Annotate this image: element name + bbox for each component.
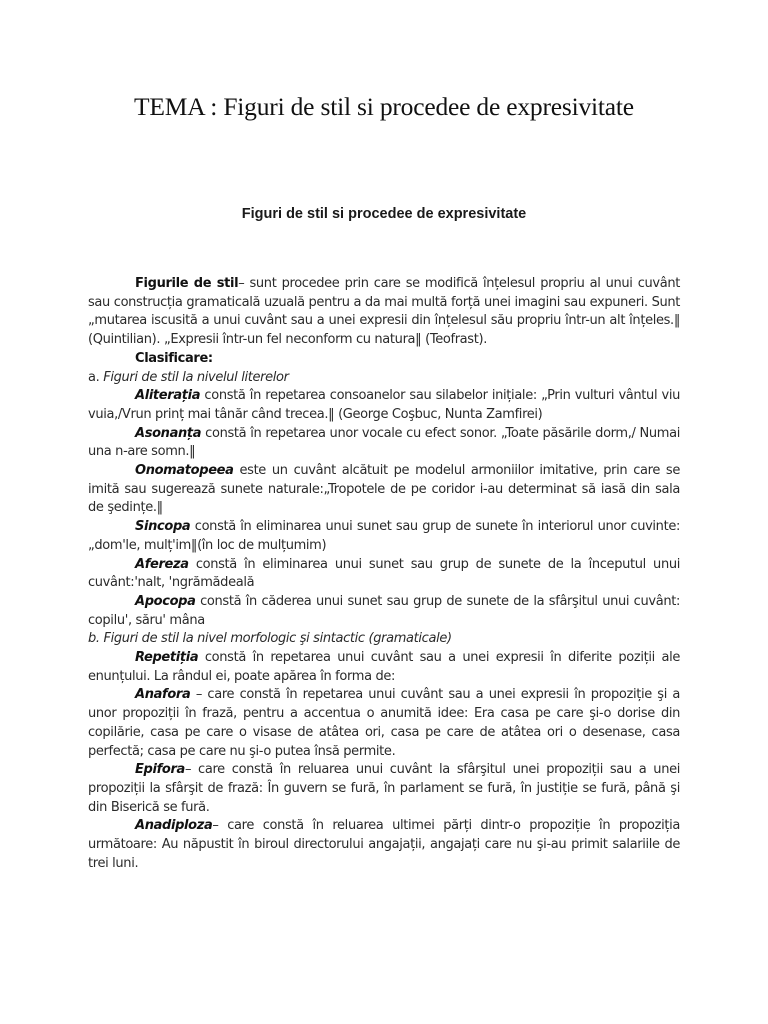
figure-text: constă în eliminarea unui sunet sau grup de sunete de la începutul unui cuvânt:'nalt, 'ngrămădeală (88, 556, 680, 591)
figure-text: – care constă în repetarea unui cuvânt sau a unei expresii în propoziție şi a unor propoziții în frază, pentru a accentua o anumită idee: Era casa pe care şi-o dorise din copilărie, casa pe care o visase de atâtea ori, casa pe care de atâtea ori o desenase, casa perfectă; casa pe care nu şi-o putea însă permite. (88, 687, 680, 759)
figure-repetitia (88, 649, 680, 686)
figure-term: Repetiția (135, 650, 199, 666)
figure-epifora (88, 761, 680, 817)
intro-paragraph (88, 275, 680, 350)
classification-heading: Clasificare: (135, 350, 213, 366)
figure-term: Epifora (135, 762, 185, 778)
figure-term: Sincopa (135, 519, 191, 535)
figure-term: Onomatopeea (135, 463, 234, 479)
figure-aliteratia (88, 387, 680, 424)
figure-text: constă în eliminarea unui sunet sau grup de sunete în interiorul unor cuvinte:„dom'le, mulț'im‖(în loc de mulțumim) (88, 519, 680, 553)
figure-text: constă în căderea unui sunet sau grup de sunete de la sfârşitul unui cuvânt: copilu', săru' mâna (88, 593, 680, 628)
intro-term: Figurile de stil (135, 276, 239, 291)
figure-term: Anafora (135, 687, 191, 703)
figure-text: constă în repetarea consoanelor sau silabelor inițiale: „Prin vulturi vântul viu vuia,/Vrun prinț mai tânăr când trecea.‖ (George Coşbuc, Nunta Zamfirei) (88, 388, 680, 422)
figure-apocopa (88, 593, 680, 630)
document-body (88, 275, 680, 874)
figure-term: Aliterația (135, 388, 201, 404)
figure-asonanta (88, 425, 680, 462)
figure-term: Apocopa (135, 593, 196, 609)
section-a-prefix: a. (88, 369, 100, 385)
figure-anadiploza (88, 817, 680, 873)
figure-term: Asonanța (135, 425, 202, 441)
figure-text: constă în repetarea unor vocale cu efect sonor. „Toate păsările dorm,/ Numai una n-are somn.‖ (88, 425, 680, 460)
figure-text: – care constă în reluarea ultimei părți dintr-o propoziție în propoziția următoare: Au năpustit în biroul directorului angajații, angajați care nu şi-au primit salariile de trei luni. (88, 818, 680, 871)
section-subtitle: Figuri de stil si procedee de expresivitate (241, 206, 527, 222)
intro-text: – sunt procedee prin care se modifică înțelesul propriu al unui cuvânt sau construcția gramaticală uzuală pentru a da mai multă forță unei imagini sau expuneri. Sunt „mutarea iscusită a unui cuvânt sau a unei expresii din înțelesul său propriu într-un alt înțeles.‖ (Quintilian). „Expresii într-un fel neconform cu natura‖ (Teofrast). (88, 276, 680, 348)
figure-text: este un cuvânt alcătuit pe modelul armoniilor imitative, prin care se imită sau sugerează sunete naturale:„Tropotele de pe coridor i-au determinat să iasă din sala de şedințe.‖ (88, 463, 680, 516)
section-a-text: Figuri de stil la nivelul literelor (103, 369, 289, 385)
figure-onomatopeea (88, 462, 680, 518)
figure-text: – care constă în reluarea unui cuvânt la sfârşitul unei propoziții sau a unei propoziții la sfârşit de frază: În guvern se fură, în parlament se fură, în justiție se fură, până şi din Biserică se fură. (88, 762, 680, 815)
figure-afereza (88, 556, 680, 593)
figure-term: Afereza (135, 556, 189, 572)
figure-anafora (88, 686, 680, 761)
figure-term: Anadiploza (135, 818, 213, 834)
figure-sincopa (88, 518, 680, 555)
section-b-heading: b. Figuri de stil la nivel morfologic şi sintactic (gramaticale) (88, 631, 452, 647)
page-title: TEMA : Figuri de stil si procedee de expresivitate (134, 92, 634, 121)
section-a-heading (88, 369, 680, 388)
figure-text: constă în repetarea unui cuvânt sau a unei expresii în diferite poziții ale enunțului. La rândul ei, poate apărea în forma de: (88, 650, 680, 684)
